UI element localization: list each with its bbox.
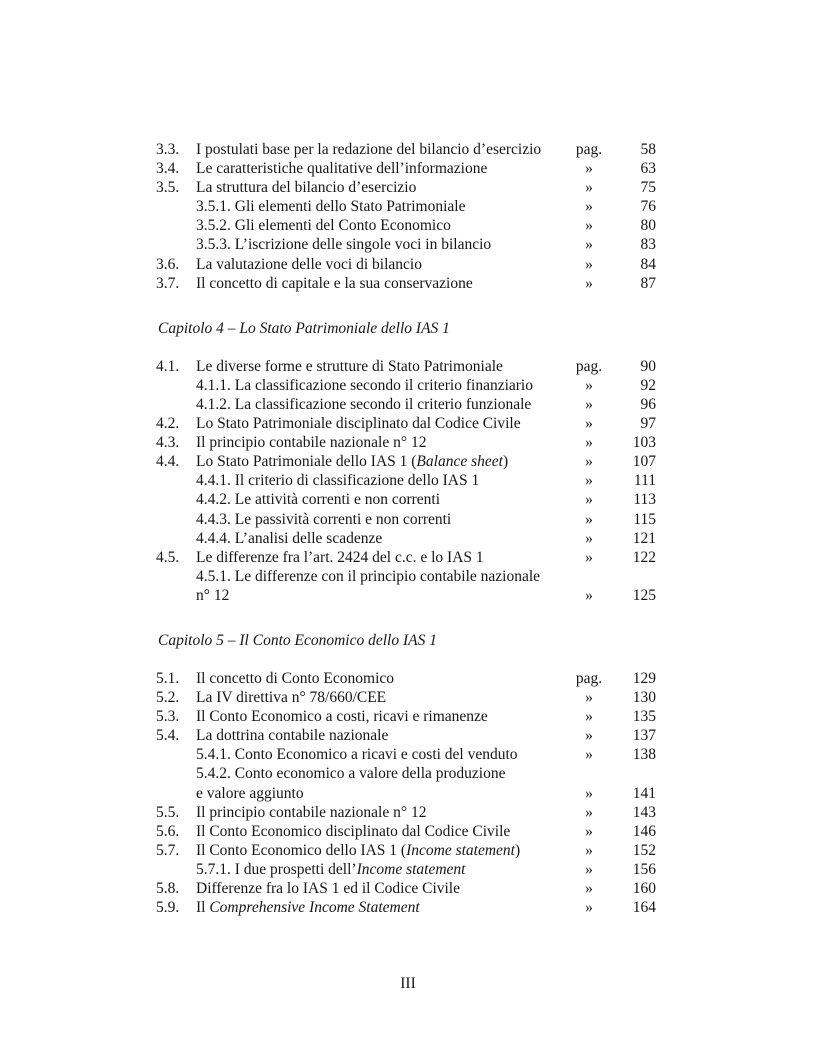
toc-entry-title-text: 4.4.2. Le attività correnti e non correnti [196, 491, 441, 509]
toc-entry-title-text: Le caratteristiche qualitative dell’informazione [196, 160, 488, 178]
toc-entry-page-marker: » [585, 822, 593, 840]
toc-entry-title [196, 822, 552, 841]
toc-entry-page-number: 143 [632, 803, 656, 821]
chapter-heading: Capitolo 4 – Lo Stato Patrimoniale dello IAS 1 [158, 319, 450, 337]
toc-entry-page-marker: » [585, 548, 593, 566]
toc-entry[interactable] [156, 898, 656, 917]
toc-entry-title-text: 5.4.1. Conto Economico a ricavi e costi del venduto [196, 746, 518, 764]
toc-entry-title [156, 586, 552, 605]
toc-entry-title-text: Il Conto Economico dello IAS 1 ( [196, 841, 407, 859]
toc-entry-title-text: La dottrina contabile nazionale [196, 727, 389, 745]
toc-entry[interactable] [156, 395, 656, 414]
toc-entry-page-number: 76 [640, 198, 656, 216]
toc-entry-title [196, 669, 558, 688]
toc-entry-title [156, 784, 552, 803]
toc-entry-page-number: 58 [640, 141, 656, 158]
toc-entry-page-number: 83 [640, 236, 656, 254]
toc-entry-title [156, 471, 552, 490]
toc-entry[interactable] [156, 745, 656, 764]
toc-entry-page-marker: » [585, 415, 593, 433]
toc-entry-title-text: n° 12 [196, 586, 230, 604]
toc-entry-page-number: 103 [632, 434, 656, 452]
toc-entry-title-text: Il Conto Economico a costi, ricavi e rimanenze [196, 708, 488, 726]
toc-entry-page-number: 96 [640, 395, 656, 413]
toc-entry-number: 5.8. [156, 880, 180, 897]
group-spacer [156, 293, 656, 319]
toc-entry-page-number: 107 [632, 453, 656, 471]
toc-entry-title [156, 764, 558, 783]
toc-entry-page-marker: » [585, 395, 593, 413]
toc-entry-title-text: 4.4.3. Le passività correnti e non correnti [196, 510, 452, 528]
toc-entry-page-number: 121 [632, 529, 656, 547]
toc-entry-page-number: 164 [632, 899, 656, 917]
toc-entry-number: 5.1. [156, 669, 180, 687]
toc-entry-title [196, 707, 552, 726]
toc-entry-number: 3.3. [156, 141, 180, 158]
toc-entry-page-marker: » [585, 860, 593, 878]
toc-entry-title-text: Lo Stato Patrimoniale dello IAS 1 ( [196, 453, 417, 471]
toc-entry[interactable] [156, 822, 656, 841]
toc-entry[interactable] [156, 764, 656, 783]
toc-entry-title [156, 745, 552, 764]
toc-entry-number: 5.6. [156, 822, 180, 840]
toc-entry-title [196, 452, 552, 471]
toc-entry-title-text: 3.5.1. Gli elementi dello Stato Patrimoniale [196, 198, 466, 216]
toc-entry-page-number: 115 [633, 510, 656, 528]
toc-entry-page-marker: » [585, 217, 593, 235]
toc-entry-page-number: 90 [640, 357, 656, 375]
toc-entry-title [196, 433, 552, 452]
toc-entry-title-text: Le differenze fra l’art. 2424 del c.c. e lo IAS 1 [196, 548, 484, 566]
toc-entry-number: 5.9. [156, 899, 180, 917]
toc-entry-title [196, 140, 558, 159]
toc-entry-title [156, 235, 552, 254]
toc-entry-page-number: 129 [632, 669, 656, 687]
toc-entry-title-text: 3.5.2. Gli elementi del Conto Economico [196, 217, 451, 235]
toc-entry-page-marker: » [585, 160, 593, 178]
toc-entry-title-text: 4.4.1. Il criterio di classificazione dello IAS 1 [196, 472, 480, 490]
toc-entry-title-text: ) [502, 453, 509, 471]
toc-entry-page-number: 141 [632, 784, 656, 802]
toc-entry-title [196, 841, 552, 860]
toc-entry[interactable] [156, 216, 656, 235]
toc-entry-page-number: 63 [640, 160, 656, 178]
toc-entry-page-marker: pag. [575, 141, 603, 158]
toc-entry-number: 5.2. [156, 689, 180, 707]
toc-entry-page-marker: » [585, 841, 593, 859]
toc-entry-title-italic: Income statement [406, 841, 515, 859]
group-spacer [156, 338, 656, 357]
toc-entry-title-text: ) [515, 841, 521, 859]
toc-entry[interactable] [156, 879, 656, 898]
toc-entry-number: 5.3. [156, 708, 180, 726]
toc-entry-page-marker: » [585, 746, 593, 764]
toc-entry[interactable] [156, 784, 656, 803]
toc-entry-page-marker: » [585, 529, 593, 547]
toc-entry-page-marker: » [585, 236, 593, 254]
toc-entry-title [156, 510, 552, 529]
toc-entry-title [156, 860, 552, 879]
toc-entry[interactable] [156, 726, 656, 745]
toc-entry-number: 4.1. [156, 357, 180, 375]
toc-entry[interactable] [156, 197, 656, 216]
toc-entry-title-text: Il [196, 899, 210, 917]
toc-entry[interactable] [156, 586, 656, 605]
toc-entry-title [156, 529, 552, 548]
group-spacer [156, 650, 656, 669]
toc-entry-title [156, 395, 552, 414]
toc-entry-title [196, 803, 552, 822]
toc-entry-number: 4.2. [156, 415, 180, 433]
toc-entry-page-marker: » [585, 880, 593, 897]
toc-entry[interactable] [156, 490, 656, 509]
toc-entry-title-text: Il Conto Economico disciplinato dal Codice Civile [196, 822, 511, 840]
toc-entry-page-number: 135 [632, 708, 656, 726]
toc-entry-page-marker: » [585, 803, 593, 821]
toc-entry-page-marker: » [585, 899, 593, 917]
toc-entry-number: 3.7. [156, 274, 180, 292]
toc-entry-title [156, 197, 552, 216]
toc-entry-page-marker: » [585, 708, 593, 726]
toc-entry-title-text: 4.4.4. L’analisi delle scadenze [196, 529, 383, 547]
toc-entry[interactable] [156, 433, 656, 452]
toc-entry-page-number: 160 [632, 880, 656, 897]
toc-entry-title [196, 879, 552, 898]
toc-entry-title [156, 376, 552, 395]
toc-entry-page-marker: » [585, 274, 593, 292]
toc-entry-title-italic: Balance sheet [416, 453, 503, 471]
toc-entry-page-marker: » [585, 510, 593, 528]
toc-entry[interactable] [156, 548, 656, 567]
toc-entry-title-text: e valore aggiunto [196, 784, 304, 802]
toc-entry-number: 3.6. [156, 255, 180, 273]
toc-entry[interactable] [156, 707, 656, 726]
toc-entry-number: 4.4. [156, 453, 180, 471]
toc-entry[interactable] [156, 567, 656, 586]
toc-entry-title [196, 178, 552, 197]
toc-entry-page-marker: » [585, 376, 593, 394]
page-folio: III [400, 975, 416, 992]
toc-entry-title [196, 726, 552, 745]
toc-entry-page-number: 122 [632, 548, 656, 566]
toc-entry-page-number: 113 [633, 491, 656, 509]
toc-entry-title [156, 216, 552, 235]
toc-entry[interactable] [156, 414, 656, 433]
toc-entry-page-marker: » [585, 689, 593, 707]
toc-entry-number: 4.3. [156, 434, 180, 452]
toc-entry-title-italic: Income statement [356, 860, 466, 878]
toc-entry-title-text: La IV direttiva n° 78/660/CEE [196, 689, 387, 707]
group-spacer [156, 605, 656, 631]
toc-entry-page-number: 97 [640, 415, 656, 433]
toc-entry-page-number: 125 [632, 586, 656, 604]
toc-entry[interactable] [156, 860, 656, 879]
toc-entry-page-marker: » [585, 255, 593, 273]
toc-entry-title-text: Le diverse forme e strutture di Stato Patrimoniale [196, 357, 503, 375]
toc-entry-title [196, 688, 552, 707]
toc-entry-page-number: 84 [640, 255, 656, 273]
toc-entry[interactable] [156, 159, 656, 178]
toc-entry-number: 4.5. [156, 548, 180, 566]
toc-entry-title-italic: Comprehensive Income Statement [209, 899, 420, 917]
toc-entry-title-text: 5.4.2. Conto economico a valore della produzione [196, 765, 506, 783]
toc-entry-title-text: Il principio contabile nazionale n° 12 [196, 803, 427, 821]
toc-entry[interactable] [156, 235, 656, 254]
toc-entry[interactable] [156, 376, 656, 395]
toc-entry-title-text: 5.7.1. I due prospetti dell’ [196, 860, 357, 878]
toc-entry[interactable] [156, 669, 656, 688]
toc-entry-title-text: I postulati base per la redazione del bilancio d’esercizio [196, 141, 542, 158]
toc-entry[interactable] [156, 510, 656, 529]
toc-entry-page-marker: pag. [575, 669, 603, 687]
toc-entry[interactable] [156, 471, 656, 490]
toc-entry[interactable] [156, 688, 656, 707]
toc-entry-page-number: 130 [632, 689, 656, 707]
toc-entry[interactable] [156, 140, 656, 159]
toc-entry-title-text: La valutazione delle voci di bilancio [196, 255, 422, 273]
toc-entry[interactable] [156, 178, 656, 197]
toc-entry-title-text: La struttura del bilancio d’esercizio [196, 179, 417, 197]
toc-entry-number: 5.7. [156, 841, 180, 859]
toc-entry-title-text: Lo Stato Patrimoniale disciplinato dal Codice Civile [196, 415, 521, 433]
toc-entry-page-marker: » [585, 586, 593, 604]
toc-entry-page-marker: » [585, 472, 593, 490]
toc-entry-title [196, 255, 552, 274]
toc-entry-title-text: 3.5.3. L’iscrizione delle singole voci in bilancio [196, 236, 492, 254]
toc-entry-title [196, 414, 552, 433]
toc-group [156, 293, 656, 605]
toc-entry-page-number: 80 [640, 217, 656, 235]
toc-group [156, 605, 656, 917]
toc-entry-title [196, 159, 552, 178]
toc-entry-title-text: 4.1.2. La classificazione secondo il criterio funzionale [196, 395, 532, 413]
toc-entry[interactable] [156, 529, 656, 548]
toc-entry-page-marker: » [585, 784, 593, 802]
toc-entry-page-marker: » [585, 434, 593, 452]
toc-entry-title-text: 4.5.1. Le differenze con il principio contabile nazionale [196, 567, 541, 585]
chapter-heading: Capitolo 5 – Il Conto Economico dello IAS 1 [158, 631, 437, 649]
toc-entry-number: 5.4. [156, 727, 180, 745]
toc-entry-title-text: 4.1.1. La classificazione secondo il criterio finanziario [196, 376, 533, 394]
toc-entry[interactable] [156, 841, 656, 860]
toc-entry-page-number: 87 [640, 274, 656, 292]
toc-entry-page-number: 146 [632, 822, 656, 840]
toc-entry-title [196, 357, 558, 376]
toc-entry[interactable] [156, 357, 656, 376]
toc-entry-page-number: 152 [632, 841, 656, 859]
toc-entry-title-text: Il principio contabile nazionale n° 12 [196, 434, 427, 452]
toc-entry-title [196, 548, 552, 567]
toc-entry-page-marker: » [585, 198, 593, 216]
toc-entry-title [196, 898, 552, 917]
toc-entry-page-marker: » [585, 727, 593, 745]
toc-group [156, 140, 656, 293]
toc-entry-page-number: 111 [633, 472, 656, 490]
toc-entry-page-marker: » [585, 491, 593, 509]
toc-entry-title-text: Differenze fra lo IAS 1 ed il Codice Civile [196, 880, 460, 897]
toc-entry[interactable] [156, 452, 656, 471]
toc-entry[interactable] [156, 274, 656, 293]
toc-entry-number: 3.5. [156, 179, 180, 197]
toc-entry-page-marker: pag. [575, 357, 603, 375]
toc-entry-page-marker: » [585, 179, 593, 197]
toc-entry[interactable] [156, 803, 656, 822]
toc-entry-title [196, 274, 552, 293]
toc-entry-page-number: 92 [640, 376, 656, 394]
toc-entry-page-number: 137 [632, 727, 656, 745]
table-of-contents [156, 140, 656, 917]
toc-entry-page-number: 156 [632, 860, 656, 878]
toc-entry-page-number: 75 [640, 179, 656, 197]
toc-entry-number: 5.5. [156, 803, 180, 821]
toc-entry-title-text: Il concetto di Conto Economico [196, 669, 395, 687]
toc-entry-title [156, 567, 558, 586]
toc-entry-page-marker: » [585, 453, 593, 471]
toc-entry-page-number: 138 [632, 746, 656, 764]
toc-entry-title-text: Il concetto di capitale e la sua conservazione [196, 274, 473, 292]
toc-entry-number: 3.4. [156, 160, 180, 178]
toc-entry-title [156, 490, 552, 509]
toc-entry[interactable] [156, 255, 656, 274]
